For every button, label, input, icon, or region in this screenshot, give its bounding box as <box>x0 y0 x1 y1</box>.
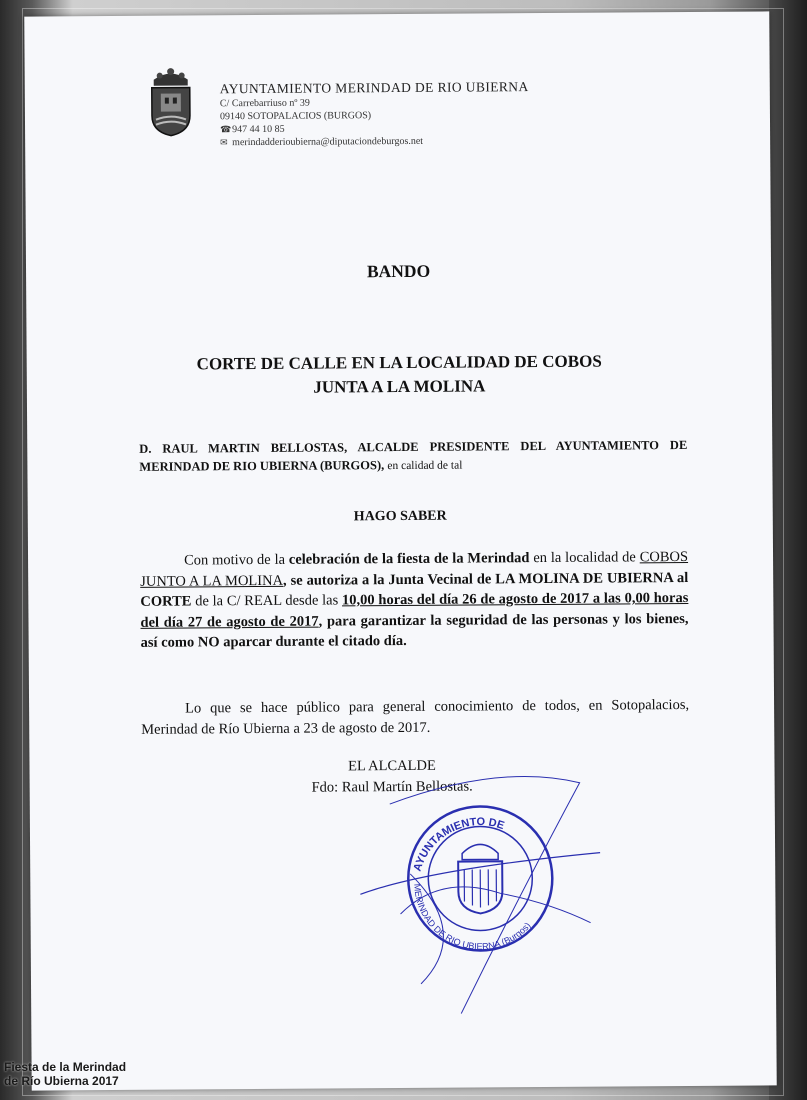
body-text: , para garantizar la seguridad de las personas y los bienes, así como NO aparcar durante el citado día. <box>140 610 689 651</box>
signer-title: EL ALCALDE <box>348 757 436 775</box>
subject-line-2: JUNTA A LA MOLINA <box>313 376 486 397</box>
subject-line-1: CORTE DE CALLE EN LA LOCALIDAD DE COBOS <box>196 351 602 374</box>
caption-line-1: Fiesta de la Merindad <box>4 1060 127 1074</box>
body-junta: LA MOLINA DE UBIERNA <box>495 569 674 587</box>
body-closure: CORTE <box>140 593 192 610</box>
caption-line-2: de Río Ubierna 2017 <box>4 1074 119 1088</box>
body-text: en la localidad de <box>529 549 640 567</box>
issuer-capacity: en calidad de tal <box>387 459 463 473</box>
closing-paragraph: Lo que se hace público para general conocimiento de todos, en Sotopalacios, Merindad de Río Ubierna a 23 de agosto de 2017. <box>141 696 690 738</box>
notice-paper <box>24 11 776 1090</box>
body-location: COBOS JUNTO A LA MOLINA <box>140 548 689 590</box>
phone-number: 947 44 10 85 <box>232 123 285 136</box>
email-line <box>220 133 660 149</box>
body-text: , se autoriza a la Junta Vecinal de <box>282 570 496 589</box>
address-street: C/ Carrebarriuso nº 39 <box>219 97 310 110</box>
email-address: merindadderioubierna@diputaciondeburgos.net <box>232 135 424 149</box>
phone-icon: ☎ <box>220 124 232 135</box>
photo-caption <box>4 1060 126 1088</box>
body-event: celebración de la fiesta de la Merindad <box>288 550 530 568</box>
organization-name: AYUNTAMIENTO MERINDAD DE RIO UBIERNA <box>219 79 529 97</box>
stamp-text-top: AYUNTAMIENTO DE <box>411 816 506 873</box>
envelope-icon: ✉ <box>220 137 228 148</box>
body-text: Con motivo de la <box>184 551 289 569</box>
document-subject <box>27 348 772 401</box>
body-text: al <box>672 569 689 586</box>
issuer-paragraph <box>139 436 687 477</box>
issuer-text: D. RAUL MARTIN BELLOSTAS, ALCALDE PRESIDENTE DEL AYUNTAMIENTO DE MERINDAD DE RIO UBIERNA (BURGOS), <box>139 437 688 474</box>
signer-name: Fdo: Raul Martín Bellostas. <box>311 778 473 796</box>
body-dates: 10,00 horas del día 26 de agosto de 2017 a las 0,00 horas del día 27 de agosto de 2017 <box>140 589 689 631</box>
official-stamp <box>350 773 612 1025</box>
document-title: BANDO <box>366 260 431 282</box>
coat-of-arms-icon <box>148 63 195 137</box>
body-text: de la C/ REAL desde las <box>191 592 343 610</box>
address-postal: 09140 SOTOPALACIOS (BURGOS) <box>219 110 372 123</box>
announcement-heading: HAGO SABER <box>353 508 447 525</box>
notice-body <box>140 547 689 653</box>
letterhead <box>220 60 661 149</box>
stamp-text-bottom: MERINDAD DE RIO UBIERNA (Burgos) <box>412 883 533 952</box>
